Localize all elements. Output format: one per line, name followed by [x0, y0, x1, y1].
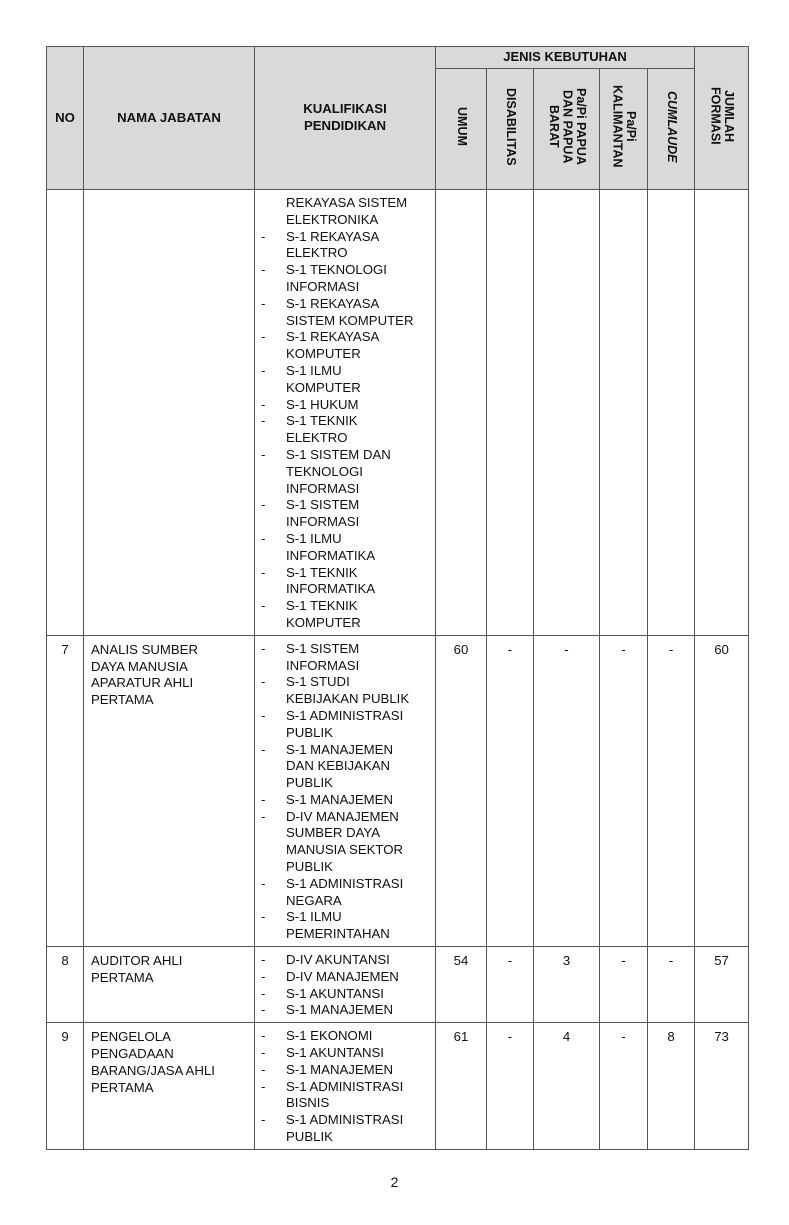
bullet-dash: -	[261, 262, 266, 278]
cell-disabilitas: -	[487, 1023, 534, 1150]
kualifikasi-text: S-1 MANAJEMEN	[286, 1061, 393, 1077]
cell-kualifikasi	[255, 635, 436, 946]
list-item	[261, 497, 431, 531]
cell-papua	[534, 190, 600, 636]
list-item	[261, 1028, 431, 1045]
bullet-dash: -	[261, 875, 266, 891]
kualifikasi-text: S-1 ILMU PEMERINTAHAN	[286, 909, 390, 942]
header-cumlaude: CUMLAUDE	[648, 69, 695, 190]
kualifikasi-text: S-1 SISTEM INFORMASI	[286, 640, 360, 673]
kualifikasi-text: S-1 TEKNOLOGI INFORMASI	[286, 262, 387, 294]
cell-nama-jabatan: AUDITOR AHLI PERTAMA	[84, 947, 255, 1023]
list-item	[261, 598, 431, 632]
list-item	[261, 1002, 431, 1019]
bullet-dash: -	[261, 741, 266, 757]
cell-papua: -	[534, 635, 600, 946]
bullet-dash: -	[261, 564, 266, 580]
cell-cumlaude: -	[648, 947, 695, 1023]
bullet-dash: -	[261, 968, 266, 984]
cell-disabilitas: -	[487, 947, 534, 1023]
list-item	[261, 1112, 431, 1146]
kualifikasi-text: S-1 AKUNTANSI	[286, 1045, 384, 1061]
list-item	[261, 641, 431, 675]
cell-nama-jabatan	[84, 190, 255, 636]
cell-papua: 3	[534, 947, 600, 1023]
bullet-dash: -	[261, 446, 266, 462]
kualifikasi-text: S-1 ILMU KOMPUTER	[286, 362, 361, 395]
cell-no: 9	[47, 1023, 84, 1150]
formasi-table	[46, 46, 749, 1150]
kualifikasi-text: S-1 MANAJEMEN	[286, 1002, 393, 1018]
bullet-dash: -	[261, 640, 266, 656]
header-disabilitas: DISABILITAS	[487, 69, 534, 190]
list-item	[261, 952, 431, 969]
cell-jumlah: 57	[695, 947, 749, 1023]
list-item	[261, 329, 431, 363]
kualifikasi-text: S-1 MANAJEMEN	[286, 791, 393, 807]
list-item	[261, 876, 431, 910]
table-row	[47, 635, 749, 946]
kualifikasi-text: S-1 ADMINISTRASI PUBLIK	[286, 1112, 404, 1145]
kualifikasi-text: S-1 ADMINISTRASI NEGARA	[286, 875, 404, 908]
list-item	[261, 809, 431, 876]
kualifikasi-text: S-1 REKAYASA KOMPUTER	[286, 329, 380, 362]
header-kualifikasi: KUALIFIKASI PENDIDIKAN	[255, 47, 436, 190]
kualifikasi-text: S-1 STUDI KEBIJAKAN PUBLIK	[286, 674, 410, 707]
bullet-dash: -	[261, 295, 266, 311]
cell-nama-jabatan: ANALIS SUMBER DAYA MANUSIA APARATUR AHLI PERTAMA	[84, 635, 255, 946]
list-item	[261, 262, 431, 296]
bullet-dash: -	[261, 530, 266, 546]
list-item	[261, 296, 431, 330]
bullet-dash: -	[261, 1028, 266, 1044]
kualifikasi-list	[255, 1023, 435, 1149]
kualifikasi-text: S-1 TEKNIK INFORMATIKA	[286, 564, 376, 597]
bullet-dash: -	[261, 1061, 266, 1077]
cell-nama-jabatan: PENGELOLA PENGADAAN BARANG/JASA AHLI PERTAMA	[84, 1023, 255, 1150]
kualifikasi-text: S-1 REKAYASA ELEKTRO	[286, 228, 380, 261]
cell-kalimantan	[600, 190, 648, 636]
list-item	[261, 413, 431, 447]
list-item	[261, 397, 431, 414]
list-item	[261, 1079, 431, 1113]
kualifikasi-text: D-IV AKUNTANSI	[286, 952, 390, 968]
cell-disabilitas: -	[487, 635, 534, 946]
kualifikasi-text: S-1 SISTEM INFORMASI	[286, 497, 360, 530]
cell-papua: 4	[534, 1023, 600, 1150]
header-kalimantan: Pa/Pi KALIMANTAN	[600, 69, 648, 190]
cell-kualifikasi	[255, 1023, 436, 1150]
list-item	[261, 1062, 431, 1079]
kualifikasi-text: S-1 ADMINISTRASI PUBLIK	[286, 707, 404, 740]
kualifikasi-text: S-1 MANAJEMEN DAN KEBIJAKAN PUBLIK	[286, 741, 393, 791]
header-nama-jabatan: NAMA JABATAN	[84, 47, 255, 190]
bullet-dash: -	[261, 909, 266, 925]
bullet-dash: -	[261, 674, 266, 690]
kualifikasi-list	[255, 190, 435, 635]
cell-jumlah: 60	[695, 635, 749, 946]
list-item	[261, 674, 431, 708]
list-item	[261, 986, 431, 1003]
bullet-dash: -	[261, 329, 266, 345]
cell-cumlaude: -	[648, 635, 695, 946]
kualifikasi-text: REKAYASA SISTEM ELEKTRONIKA	[286, 195, 408, 227]
list-item	[261, 969, 431, 986]
kualifikasi-text: S-1 TEKNIK KOMPUTER	[286, 598, 361, 630]
bullet-dash: -	[261, 497, 266, 513]
cell-kalimantan: -	[600, 1023, 648, 1150]
cell-no	[47, 190, 84, 636]
kualifikasi-text: S-1 SISTEM DAN TEKNOLOGI INFORMASI	[286, 446, 391, 496]
cell-umum: 54	[436, 947, 487, 1023]
cell-jumlah: 73	[695, 1023, 749, 1150]
kualifikasi-text: S-1 ILMU INFORMATIKA	[286, 530, 376, 563]
cell-umum: 60	[436, 635, 487, 946]
list-item	[261, 565, 431, 599]
cell-cumlaude: 8	[648, 1023, 695, 1150]
page-number: 2	[390, 1174, 399, 1190]
bullet-dash: -	[261, 985, 266, 1001]
cell-umum: 61	[436, 1023, 487, 1150]
header-no: NO	[47, 47, 84, 190]
list-item	[261, 363, 431, 397]
list-item	[261, 195, 431, 229]
header-umum: UMUM	[436, 69, 487, 190]
bullet-dash: -	[261, 598, 266, 614]
cell-no: 8	[47, 947, 84, 1023]
list-item	[261, 229, 431, 263]
header-jenis-kebutuhan: JENIS KEBUTUHAN	[436, 47, 695, 69]
bullet-dash: -	[261, 707, 266, 723]
list-item	[261, 742, 431, 792]
header-papua: Pa/Pi PAPUA DAN PAPUA BARAT	[534, 69, 600, 190]
header-jumlah-formasi: JUMLAH FORMASI	[695, 47, 749, 190]
table-row	[47, 947, 749, 1023]
bullet-dash: -	[261, 1045, 266, 1061]
kualifikasi-text: S-1 EKONOMI	[286, 1028, 373, 1044]
bullet-dash: -	[261, 362, 266, 378]
list-item	[261, 531, 431, 565]
kualifikasi-text: D-IV MANAJEMEN	[286, 968, 399, 984]
cell-no: 7	[47, 635, 84, 946]
list-item	[261, 909, 431, 943]
bullet-dash: -	[261, 1078, 266, 1094]
bullet-dash: -	[261, 396, 266, 412]
kualifikasi-list	[255, 947, 435, 1022]
list-item	[261, 1045, 431, 1062]
kualifikasi-text: S-1 TEKNIK ELEKTRO	[286, 413, 358, 446]
bullet-dash: -	[261, 808, 266, 824]
kualifikasi-list	[255, 636, 435, 946]
kualifikasi-text: S-1 AKUNTANSI	[286, 985, 384, 1001]
kualifikasi-text: S-1 ADMINISTRASI BISNIS	[286, 1078, 404, 1111]
table-row	[47, 1023, 749, 1150]
bullet-dash: -	[261, 791, 266, 807]
cell-cumlaude	[648, 190, 695, 636]
cell-kalimantan: -	[600, 947, 648, 1023]
kualifikasi-text: S-1 REKAYASA SISTEM KOMPUTER	[286, 295, 414, 328]
cell-kualifikasi	[255, 190, 436, 636]
bullet-dash: -	[261, 413, 266, 429]
bullet-dash: -	[261, 228, 266, 244]
list-item	[261, 708, 431, 742]
list-item	[261, 792, 431, 809]
bullet-dash: -	[261, 952, 266, 968]
kualifikasi-text: D-IV MANAJEMEN SUMBER DAYA MANUSIA SEKTOR PUBLIK	[286, 808, 404, 875]
bullet-dash: -	[261, 1112, 266, 1128]
table-row	[47, 190, 749, 636]
cell-kualifikasi	[255, 947, 436, 1023]
kualifikasi-text: S-1 HUKUM	[286, 396, 359, 412]
cell-kalimantan: -	[600, 635, 648, 946]
list-item	[261, 447, 431, 497]
cell-jumlah	[695, 190, 749, 636]
bullet-dash: -	[261, 1002, 266, 1018]
cell-disabilitas	[487, 190, 534, 636]
cell-umum	[436, 190, 487, 636]
